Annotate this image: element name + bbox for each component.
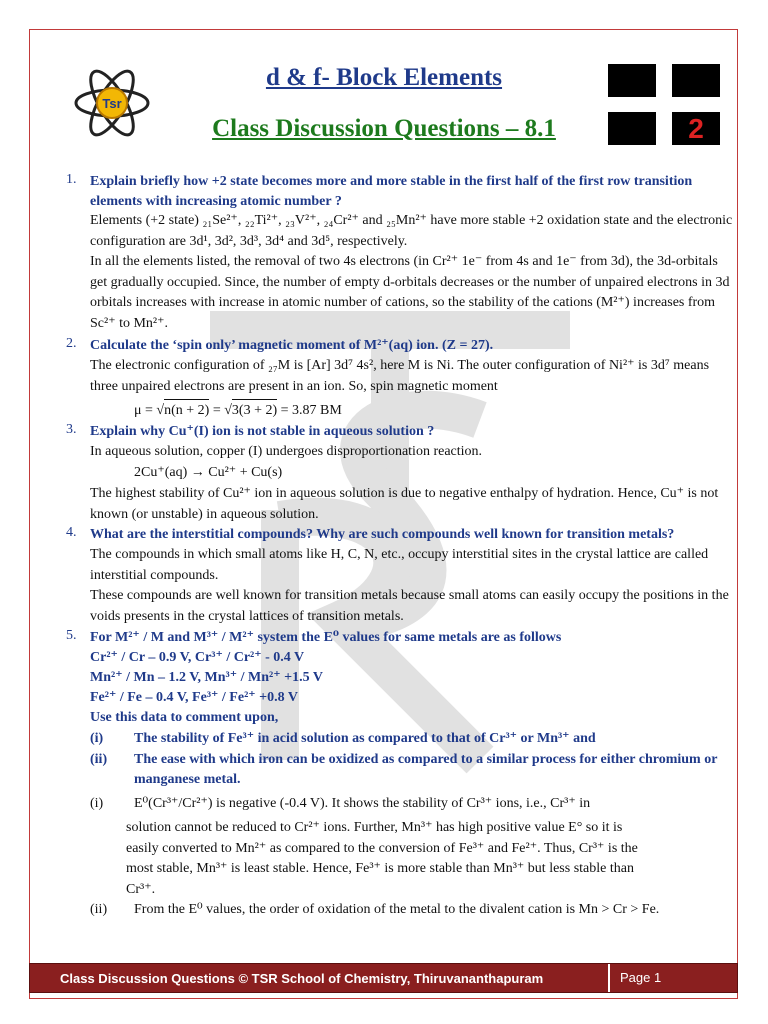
q2-number: 2. bbox=[66, 336, 77, 351]
q1-answer-1: Elements (+2 state) ₂₁Se²⁺, ₂₂Ti²⁺, ₂₃V²⁺, ₂₄Cr²⁺ and ₂₅Mn²⁺ have more stable +2 oxidation state and the electronic configuration are 3d¹, 3d², 3d³, 3d⁴ and 3d⁵, respectively. bbox=[90, 213, 733, 249]
corner-square-2 bbox=[672, 64, 720, 97]
q1-question: Explain briefly how +2 state becomes more and more stable in the first half of the first row transition elements with increasing atomic number ? bbox=[90, 174, 693, 209]
q3-answer-1: In aqueous solution, copper (I) undergoes disproportionation reaction. bbox=[90, 444, 483, 459]
q4-answer-1: The compounds in which small atoms like H, C, N, etc., occupy interstitial sites in the crystal lattice are called interstitial compounds. bbox=[90, 547, 709, 583]
q5-question: For M²⁺ / M and M³⁺ / M²⁺ system the E⁰ values for same metals are as follows bbox=[90, 630, 562, 645]
q2-formula: μ = √n(n + 2) = √3(3 + 2) = 3.87 BM bbox=[134, 399, 634, 422]
q5-prompt: Use this data to comment upon, bbox=[90, 710, 279, 725]
q3-answer-2: The highest stability of Cu²⁺ ion in aqueous solution is due to negative enthalpy of hydration. Hence, Cu⁺ is not known (or unstable) in aqueous solution. bbox=[90, 486, 719, 522]
page-title: d & f- Block Elements bbox=[265, 64, 503, 91]
q5-data-mn: Mn²⁺ / Mn – 1.2 V, Mn³⁺ / Mn²⁺ +1.5 V bbox=[90, 670, 323, 685]
q2-answer-1: The electronic configuration of ₂₇M is [Ar] 3d⁷ 4s², here M is Ni. The outer configuration of Ni²⁺ is 3d⁷ means three unpaired electrons are present in an ion. So, spin magnetic moment bbox=[90, 358, 710, 394]
q5-ans-ii-label: (ii) bbox=[90, 902, 108, 917]
q4-number: 4. bbox=[66, 525, 77, 540]
q5-number: 5. bbox=[66, 628, 77, 643]
q5-sub-i-label: (i) bbox=[90, 731, 104, 746]
q5-ans-i-rest: solution cannot be reduced to Cr²⁺ ions. Further, Mn³⁺ has high positive value E° so it is easily converted to Mn²⁺ as compared to the conversion of Fe³⁺ and Fe²⁺. Thus, Cr³⁺ is the most stable, Mn³⁺ is least stable. Hence, Fe³⁺ is more stable than Mn³⁺ but less stable than Cr³⁺. bbox=[126, 820, 638, 897]
q4-answer-2: These compounds are well known for transition metals because small atoms can easily occupy the positions in the voids presents in the crystal lattices of transition metals. bbox=[90, 588, 729, 624]
corner-square-1 bbox=[608, 64, 656, 97]
q3-number: 3. bbox=[66, 422, 77, 437]
q1-answer-2: In all the elements listed, the removal of two 4s electrons (in Cr²⁺ 1e⁻ from 4s and 1e⁻ from 3d), the 3d-orbitals get gradually occupied. Since, the number of empty d-orbitals decreases or the number of unpaired electrons in 3d orbitals increases with increase in atomic number of cations, so the stability of the cations (M²⁺) increases from Sc²⁺ to Mn²⁺. bbox=[90, 254, 730, 331]
logo-text: Tsr bbox=[102, 96, 122, 111]
q4-question: What are the interstitial compounds? Why are such compounds well known for transition metals? bbox=[90, 527, 675, 542]
q5-data-cr: Cr²⁺ / Cr – 0.9 V, Cr³⁺ / Cr²⁺ - 0.4 V bbox=[90, 650, 305, 665]
q5-sub-i: The stability of Fe³⁺ in acid solution as compared to that of Cr³⁺ or Mn³⁺ and bbox=[134, 731, 596, 746]
chapter-badge: 2 bbox=[672, 112, 720, 145]
q5-data-fe: Fe²⁺ / Fe – 0.4 V, Fe³⁺ / Fe²⁺ +0.8 V bbox=[90, 690, 298, 705]
corner-square-3 bbox=[608, 112, 656, 145]
q5-ans-ii: From the E⁰ values, the order of oxidation of the metal to the divalent cation is Mn > Cr > Fe. bbox=[134, 902, 660, 917]
q5-sub-ii-label: (ii) bbox=[90, 752, 108, 767]
q5-sub-ii: The ease with which iron can be oxidized as compared to a similar process for either chromium or manganese metal. bbox=[134, 752, 718, 787]
page-footer bbox=[29, 963, 738, 993]
q3-question: Explain why Cu⁺(I) ion is not stable in aqueous solution ? bbox=[90, 424, 435, 439]
footer-text: Class Discussion Questions © TSR School of Chemistry, Thiruvananthapuram bbox=[60, 971, 544, 986]
q5-ans-i-first: E⁰(Cr³⁺/Cr²⁺) is negative (-0.4 V). It shows the stability of Cr³⁺ ions, i.e., Cr³⁺ in bbox=[134, 796, 591, 811]
q5-ans-i-label: (i) bbox=[90, 796, 104, 811]
page-subtitle: Class Discussion Questions – 8.1 bbox=[212, 115, 556, 142]
q2-question: Calculate the ‘spin only’ magnetic moment of M²⁺(aq) ion. (Z = 27). bbox=[90, 338, 494, 353]
page-number: Page 1 bbox=[608, 964, 700, 992]
q3-equation: 2Cu⁺(aq) → Cu²⁺ + Cu(s) bbox=[134, 465, 283, 480]
q1-number: 1. bbox=[66, 172, 77, 187]
